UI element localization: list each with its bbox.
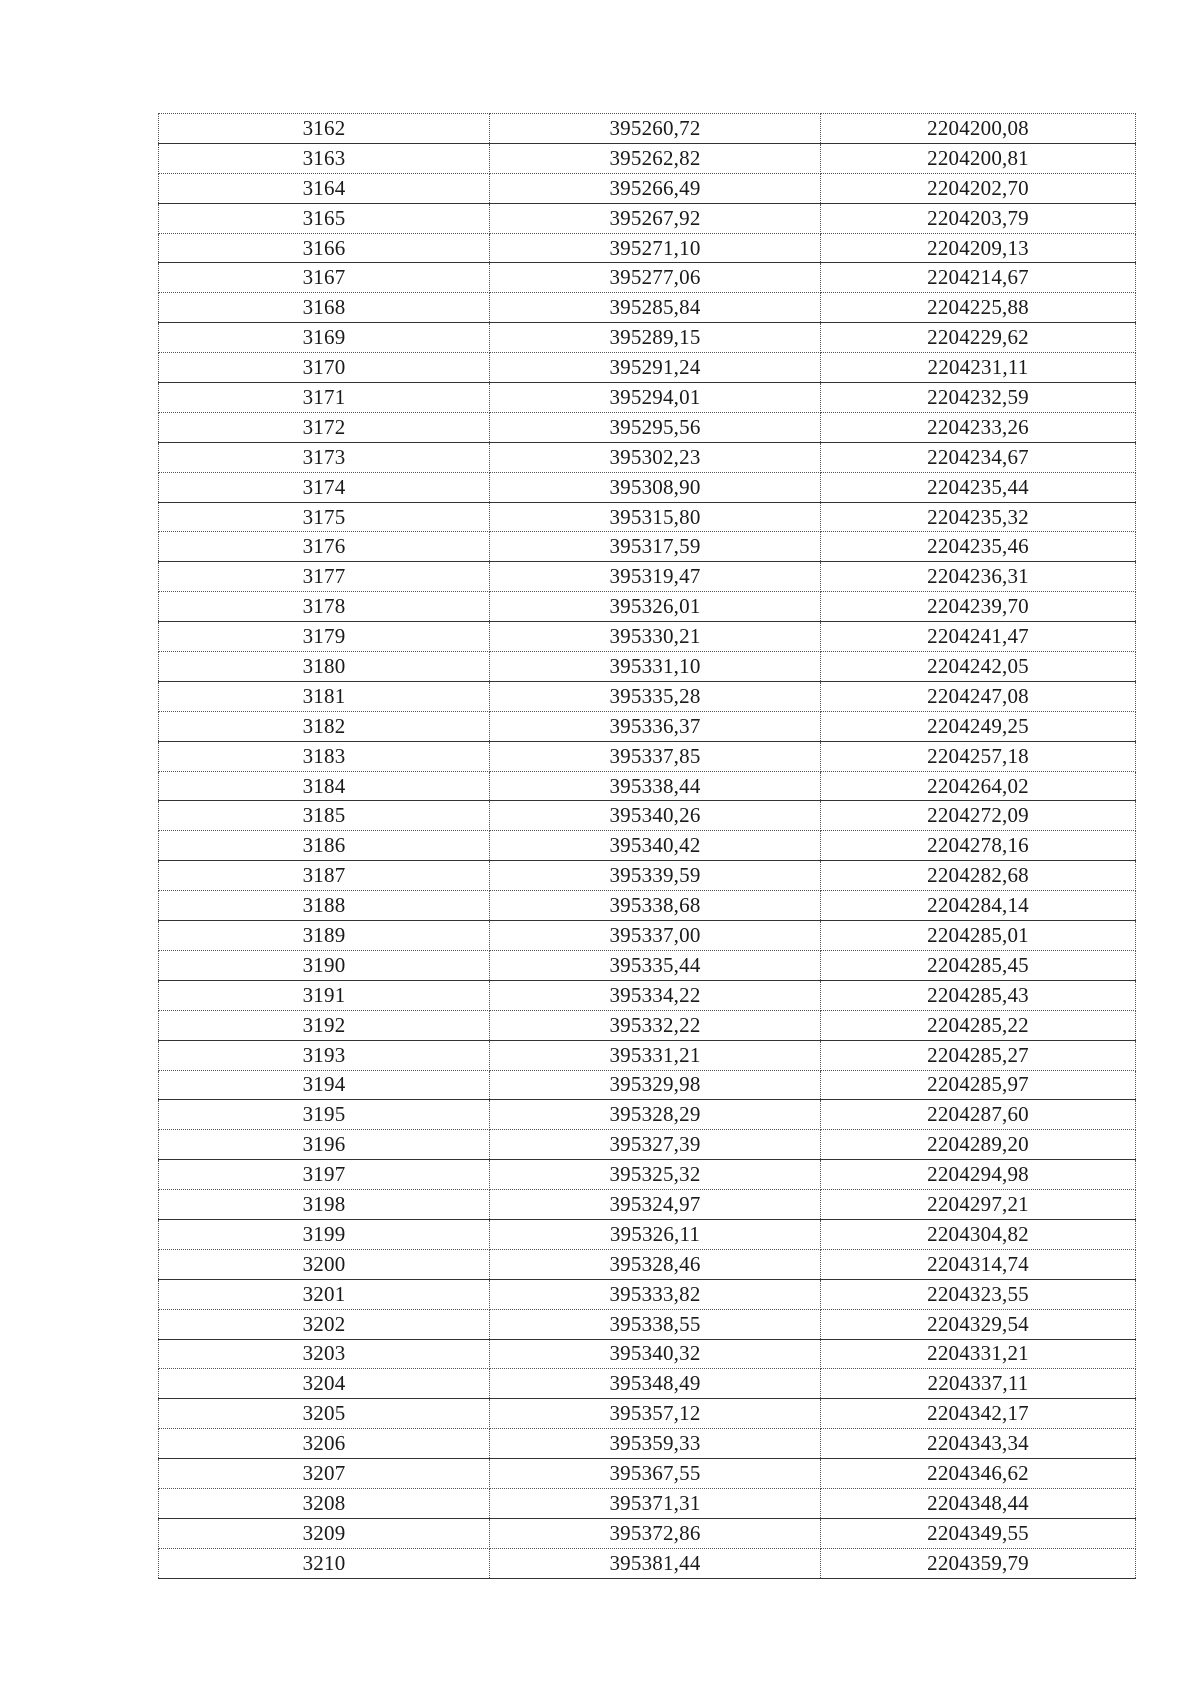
x-coordinate-cell: 395277,06 — [490, 263, 821, 293]
y-coordinate-cell: 2204282,68 — [821, 861, 1136, 891]
y-coordinate-cell: 2204278,16 — [821, 831, 1136, 861]
x-coordinate-cell: 395371,31 — [490, 1488, 821, 1518]
y-coordinate-cell: 2204272,09 — [821, 801, 1136, 831]
x-coordinate-cell: 395308,90 — [490, 472, 821, 502]
x-coordinate-cell: 395335,28 — [490, 681, 821, 711]
table-row — [159, 562, 1136, 592]
point-number-cell: 3175 — [159, 502, 490, 532]
table-row — [159, 921, 1136, 951]
point-number-cell: 3185 — [159, 801, 490, 831]
table-row — [159, 1219, 1136, 1249]
table-row — [159, 323, 1136, 353]
x-coordinate-cell: 395317,59 — [490, 532, 821, 562]
point-number-cell: 3210 — [159, 1548, 490, 1578]
table-row — [159, 1249, 1136, 1279]
point-number-cell: 3163 — [159, 143, 490, 173]
x-coordinate-cell: 395271,10 — [490, 233, 821, 263]
point-number-cell: 3180 — [159, 652, 490, 682]
x-coordinate-cell: 395381,44 — [490, 1548, 821, 1578]
point-number-cell: 3170 — [159, 353, 490, 383]
point-number-cell: 3209 — [159, 1518, 490, 1548]
y-coordinate-cell: 2204249,25 — [821, 711, 1136, 741]
table-row — [159, 950, 1136, 980]
table-row — [159, 233, 1136, 263]
table-row — [159, 1190, 1136, 1220]
point-number-cell: 3182 — [159, 711, 490, 741]
x-coordinate-cell: 395266,49 — [490, 173, 821, 203]
table-row — [159, 114, 1136, 144]
y-coordinate-cell: 2204235,44 — [821, 472, 1136, 502]
table-row — [159, 1429, 1136, 1459]
y-coordinate-cell: 2204329,54 — [821, 1309, 1136, 1339]
y-coordinate-cell: 2204285,22 — [821, 1010, 1136, 1040]
y-coordinate-cell: 2204200,08 — [821, 114, 1136, 144]
table-row — [159, 532, 1136, 562]
y-coordinate-cell: 2204314,74 — [821, 1249, 1136, 1279]
y-coordinate-cell: 2204236,31 — [821, 562, 1136, 592]
y-coordinate-cell: 2204289,20 — [821, 1130, 1136, 1160]
x-coordinate-cell: 395340,26 — [490, 801, 821, 831]
table-row — [159, 1070, 1136, 1100]
table-row — [159, 1459, 1136, 1489]
point-number-cell: 3184 — [159, 771, 490, 801]
x-coordinate-cell: 395357,12 — [490, 1399, 821, 1429]
table-row — [159, 1488, 1136, 1518]
point-number-cell: 3197 — [159, 1160, 490, 1190]
table-row — [159, 173, 1136, 203]
point-number-cell: 3191 — [159, 980, 490, 1010]
x-coordinate-cell: 395335,44 — [490, 950, 821, 980]
y-coordinate-cell: 2204285,45 — [821, 950, 1136, 980]
x-coordinate-cell: 395295,56 — [490, 412, 821, 442]
y-coordinate-cell: 2204337,11 — [821, 1369, 1136, 1399]
y-coordinate-cell: 2204203,79 — [821, 203, 1136, 233]
point-number-cell: 3172 — [159, 412, 490, 442]
point-number-cell: 3176 — [159, 532, 490, 562]
table-row — [159, 442, 1136, 472]
x-coordinate-cell: 395262,82 — [490, 143, 821, 173]
point-number-cell: 3177 — [159, 562, 490, 592]
table-row — [159, 143, 1136, 173]
point-number-cell: 3204 — [159, 1369, 490, 1399]
point-number-cell: 3190 — [159, 950, 490, 980]
table-row — [159, 622, 1136, 652]
point-number-cell: 3165 — [159, 203, 490, 233]
point-number-cell: 3162 — [159, 114, 490, 144]
x-coordinate-cell: 395337,00 — [490, 921, 821, 951]
y-coordinate-cell: 2204234,67 — [821, 442, 1136, 472]
y-coordinate-cell: 2204287,60 — [821, 1100, 1136, 1130]
x-coordinate-cell: 395326,01 — [490, 592, 821, 622]
point-number-cell: 3202 — [159, 1309, 490, 1339]
x-coordinate-cell: 395334,22 — [490, 980, 821, 1010]
y-coordinate-cell: 2204239,70 — [821, 592, 1136, 622]
point-number-cell: 3188 — [159, 891, 490, 921]
x-coordinate-cell: 395260,72 — [490, 114, 821, 144]
x-coordinate-cell: 395336,37 — [490, 711, 821, 741]
y-coordinate-cell: 2204231,11 — [821, 353, 1136, 383]
table-row — [159, 1339, 1136, 1369]
point-number-cell: 3195 — [159, 1100, 490, 1130]
y-coordinate-cell: 2204348,44 — [821, 1488, 1136, 1518]
y-coordinate-cell: 2204285,43 — [821, 980, 1136, 1010]
y-coordinate-cell: 2204209,13 — [821, 233, 1136, 263]
table-row — [159, 1309, 1136, 1339]
table-row — [159, 1369, 1136, 1399]
x-coordinate-cell: 395325,32 — [490, 1160, 821, 1190]
x-coordinate-cell: 395331,21 — [490, 1040, 821, 1070]
y-coordinate-cell: 2204233,26 — [821, 412, 1136, 442]
table-row — [159, 801, 1136, 831]
x-coordinate-cell: 395338,68 — [490, 891, 821, 921]
point-number-cell: 3196 — [159, 1130, 490, 1160]
point-number-cell: 3169 — [159, 323, 490, 353]
table-row — [159, 861, 1136, 891]
table-row — [159, 263, 1136, 293]
point-number-cell: 3189 — [159, 921, 490, 951]
table-row — [159, 1160, 1136, 1190]
x-coordinate-cell: 395319,47 — [490, 562, 821, 592]
y-coordinate-cell: 2204297,21 — [821, 1190, 1136, 1220]
point-number-cell: 3192 — [159, 1010, 490, 1040]
point-number-cell: 3206 — [159, 1429, 490, 1459]
x-coordinate-cell: 395332,22 — [490, 1010, 821, 1040]
x-coordinate-cell: 395326,11 — [490, 1219, 821, 1249]
point-number-cell: 3179 — [159, 622, 490, 652]
y-coordinate-cell: 2204232,59 — [821, 383, 1136, 413]
point-number-cell: 3167 — [159, 263, 490, 293]
x-coordinate-cell: 395359,33 — [490, 1429, 821, 1459]
table-row — [159, 1010, 1136, 1040]
table-row — [159, 652, 1136, 682]
x-coordinate-cell: 395339,59 — [490, 861, 821, 891]
table-row — [159, 741, 1136, 771]
table-row — [159, 1548, 1136, 1578]
y-coordinate-cell: 2204202,70 — [821, 173, 1136, 203]
point-number-cell: 3166 — [159, 233, 490, 263]
table-row — [159, 1279, 1136, 1309]
y-coordinate-cell: 2204294,98 — [821, 1160, 1136, 1190]
y-coordinate-cell: 2204264,02 — [821, 771, 1136, 801]
point-number-cell: 3193 — [159, 1040, 490, 1070]
x-coordinate-cell: 395330,21 — [490, 622, 821, 652]
point-number-cell: 3199 — [159, 1219, 490, 1249]
table-row — [159, 831, 1136, 861]
point-number-cell: 3187 — [159, 861, 490, 891]
table-row — [159, 472, 1136, 502]
y-coordinate-cell: 2204241,47 — [821, 622, 1136, 652]
table-row — [159, 1040, 1136, 1070]
x-coordinate-cell: 395367,55 — [490, 1459, 821, 1489]
y-coordinate-cell: 2204331,21 — [821, 1339, 1136, 1369]
y-coordinate-cell: 2204229,62 — [821, 323, 1136, 353]
y-coordinate-cell: 2204304,82 — [821, 1219, 1136, 1249]
y-coordinate-cell: 2204242,05 — [821, 652, 1136, 682]
table-row — [159, 681, 1136, 711]
x-coordinate-cell: 395315,80 — [490, 502, 821, 532]
x-coordinate-cell: 395291,24 — [490, 353, 821, 383]
table-row — [159, 980, 1136, 1010]
y-coordinate-cell: 2204285,01 — [821, 921, 1136, 951]
x-coordinate-cell: 395331,10 — [490, 652, 821, 682]
x-coordinate-cell: 395340,32 — [490, 1339, 821, 1369]
x-coordinate-cell: 395338,55 — [490, 1309, 821, 1339]
x-coordinate-cell: 395285,84 — [490, 293, 821, 323]
x-coordinate-cell: 395327,39 — [490, 1130, 821, 1160]
y-coordinate-cell: 2204200,81 — [821, 143, 1136, 173]
coordinates-table — [158, 113, 1136, 1579]
x-coordinate-cell: 395348,49 — [490, 1369, 821, 1399]
point-number-cell: 3173 — [159, 442, 490, 472]
x-coordinate-cell: 395329,98 — [490, 1070, 821, 1100]
point-number-cell: 3194 — [159, 1070, 490, 1100]
point-number-cell: 3171 — [159, 383, 490, 413]
point-number-cell: 3183 — [159, 741, 490, 771]
table-row — [159, 203, 1136, 233]
point-number-cell: 3168 — [159, 293, 490, 323]
x-coordinate-cell: 395289,15 — [490, 323, 821, 353]
y-coordinate-cell: 2204214,67 — [821, 263, 1136, 293]
point-number-cell: 3203 — [159, 1339, 490, 1369]
table-row — [159, 502, 1136, 532]
y-coordinate-cell: 2204343,34 — [821, 1429, 1136, 1459]
y-coordinate-cell: 2204342,17 — [821, 1399, 1136, 1429]
point-number-cell: 3208 — [159, 1488, 490, 1518]
table-row — [159, 1130, 1136, 1160]
table-row — [159, 1100, 1136, 1130]
point-number-cell: 3181 — [159, 681, 490, 711]
x-coordinate-cell: 395338,44 — [490, 771, 821, 801]
x-coordinate-cell: 395337,85 — [490, 741, 821, 771]
table-row — [159, 412, 1136, 442]
coordinates-table-body — [159, 114, 1136, 1579]
point-number-cell: 3186 — [159, 831, 490, 861]
x-coordinate-cell: 395372,86 — [490, 1518, 821, 1548]
table-row — [159, 711, 1136, 741]
x-coordinate-cell: 395328,46 — [490, 1249, 821, 1279]
y-coordinate-cell: 2204257,18 — [821, 741, 1136, 771]
x-coordinate-cell: 395302,23 — [490, 442, 821, 472]
y-coordinate-cell: 2204349,55 — [821, 1518, 1136, 1548]
table-row — [159, 353, 1136, 383]
point-number-cell: 3198 — [159, 1190, 490, 1220]
x-coordinate-cell: 395294,01 — [490, 383, 821, 413]
y-coordinate-cell: 2204346,62 — [821, 1459, 1136, 1489]
x-coordinate-cell: 395328,29 — [490, 1100, 821, 1130]
table-row — [159, 293, 1136, 323]
table-row — [159, 383, 1136, 413]
y-coordinate-cell: 2204235,46 — [821, 532, 1136, 562]
x-coordinate-cell: 395267,92 — [490, 203, 821, 233]
y-coordinate-cell: 2204247,08 — [821, 681, 1136, 711]
table-row — [159, 592, 1136, 622]
point-number-cell: 3201 — [159, 1279, 490, 1309]
point-number-cell: 3200 — [159, 1249, 490, 1279]
y-coordinate-cell: 2204285,97 — [821, 1070, 1136, 1100]
point-number-cell: 3207 — [159, 1459, 490, 1489]
y-coordinate-cell: 2204225,88 — [821, 293, 1136, 323]
point-number-cell: 3164 — [159, 173, 490, 203]
table-row — [159, 1518, 1136, 1548]
x-coordinate-cell: 395333,82 — [490, 1279, 821, 1309]
y-coordinate-cell: 2204284,14 — [821, 891, 1136, 921]
table-row — [159, 891, 1136, 921]
table-row — [159, 771, 1136, 801]
x-coordinate-cell: 395340,42 — [490, 831, 821, 861]
y-coordinate-cell: 2204285,27 — [821, 1040, 1136, 1070]
table-row — [159, 1399, 1136, 1429]
point-number-cell: 3205 — [159, 1399, 490, 1429]
point-number-cell: 3178 — [159, 592, 490, 622]
y-coordinate-cell: 2204359,79 — [821, 1548, 1136, 1578]
x-coordinate-cell: 395324,97 — [490, 1190, 821, 1220]
y-coordinate-cell: 2204323,55 — [821, 1279, 1136, 1309]
point-number-cell: 3174 — [159, 472, 490, 502]
y-coordinate-cell: 2204235,32 — [821, 502, 1136, 532]
